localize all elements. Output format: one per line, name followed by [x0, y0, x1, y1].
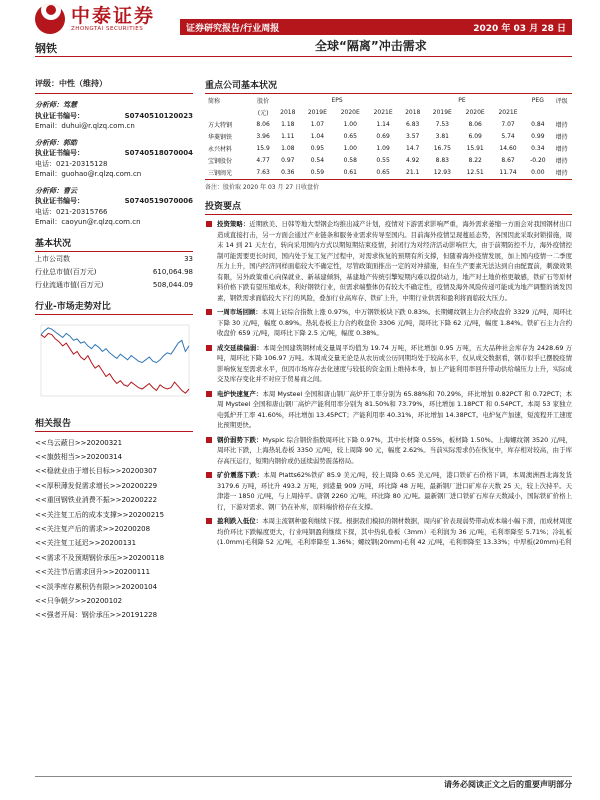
company-price: 3.96 — [256, 132, 270, 140]
year-header: 2018 — [405, 108, 421, 116]
pe-value: 4.92 — [406, 156, 420, 164]
point-heading: 矿价震荡下跌： — [217, 471, 264, 479]
analyst-contact: Email：guohao@r.qlzq.com.cn — [35, 170, 142, 178]
eps-value: 0.55 — [376, 156, 390, 164]
pe-value: 5.74 — [501, 132, 515, 140]
bullet-square-icon — [206, 391, 212, 397]
year-header: 2021E — [498, 108, 518, 116]
bullet-square-icon — [206, 345, 212, 351]
pe-value: 3.81 — [435, 132, 449, 140]
report-title: 全球“隔离”冲击需求 — [315, 39, 427, 53]
company-rating: 增持 — [555, 157, 568, 165]
basic-info-value: 508,044.09 — [152, 280, 193, 289]
table-row — [205, 154, 572, 166]
logo-english: ZHONGTAI SECURITIES — [71, 26, 144, 32]
basic-info-row — [35, 280, 193, 291]
trend-chart — [35, 319, 193, 404]
pe-value: 3.57 — [406, 132, 420, 140]
bullet-square-icon — [206, 518, 212, 524]
related-report-item: <<淡季库存累积仍有限>>20200104 — [35, 582, 158, 591]
related-report-item: <<厚积薄发促需求增长>>20200229 — [35, 481, 158, 490]
eps-value: 0.69 — [376, 132, 390, 140]
related-reports-list — [35, 436, 193, 623]
bullet-square-icon — [206, 221, 212, 227]
col-rating: 评级 — [555, 97, 568, 105]
point-heading: 一周市场回顾： — [217, 308, 262, 316]
company-price: 4.77 — [256, 156, 270, 164]
bullet-square-icon — [206, 472, 212, 478]
eps-value: 0.65 — [376, 168, 390, 176]
company-name: 宝钢股份 — [208, 157, 233, 165]
analyst-name: 分析师：郭皓 — [35, 138, 77, 147]
company-name: 方大特钢 — [208, 121, 233, 129]
related-report-item: <<关注复产后的需求>>20200208 — [35, 524, 151, 533]
related-report-item: <<关注复工后的成本支撑>>20200215 — [35, 510, 165, 519]
bullet-square-icon — [206, 437, 212, 443]
report-category: 证券研究报告/行业周报 — [186, 24, 280, 34]
company-rating: 增持 — [555, 145, 568, 153]
company-name: 三钢闽光 — [208, 169, 233, 177]
related-report-item: <<关注复工延迟>>20200131 — [35, 539, 137, 548]
eps-value: 1.07 — [310, 120, 325, 128]
pe-value: 7.53 — [435, 120, 449, 128]
chart-frame — [41, 325, 189, 396]
eps-value: 0.59 — [310, 168, 325, 176]
table-row — [205, 130, 572, 142]
table-row — [205, 166, 572, 178]
license-number: S0740519070006 — [124, 197, 193, 205]
eps-value: 1.00 — [343, 120, 357, 128]
eps-value: 0.97 — [281, 156, 295, 164]
col-name: 简称 — [208, 97, 221, 105]
basic-info-row — [35, 267, 193, 278]
pe-value: 11.74 — [499, 168, 517, 176]
point-heading: 成交延续偏弱： — [217, 343, 264, 352]
year-header: 2019E — [307, 108, 327, 116]
eps-value: 0.36 — [281, 168, 295, 176]
eps-value: 1.14 — [376, 120, 390, 128]
license-label: 执业证书编号： — [35, 197, 84, 205]
table-row — [205, 118, 572, 130]
pe-value: 14.60 — [499, 144, 517, 152]
analyst-contact: 电话：021-20315766 — [35, 207, 108, 216]
points-title: 投资要点 — [205, 191, 572, 215]
point-heading: 投资策略： — [217, 220, 250, 228]
company-rating: 增持 — [555, 121, 568, 129]
main-content — [205, 64, 572, 548]
investment-point — [205, 470, 572, 512]
eps-value: 0.65 — [343, 132, 357, 140]
point-heading: 盈利跌入低位： — [217, 517, 263, 525]
company-logo — [35, 4, 155, 34]
pe-value: 12.51 — [466, 168, 484, 176]
pe-value: 16.75 — [433, 144, 451, 152]
analyst-contact: Email：duhui@r.qlzq.com.cn — [35, 122, 135, 130]
basic-info-table — [35, 254, 193, 291]
eps-value: 1.04 — [310, 132, 325, 140]
pe-value: 7.07 — [501, 120, 515, 128]
eps-value: 1.08 — [281, 144, 295, 152]
year-header: 2020E — [340, 108, 360, 116]
header-bar — [180, 19, 572, 35]
related-report-item: <<需求不及预期钢价承压>>20200118 — [35, 553, 165, 562]
pe-value: 15.91 — [466, 144, 484, 152]
related-report-item: <<稳就业由于增长目标>>20200307 — [35, 467, 158, 476]
trend-title: 行业-市场走势对比 — [35, 299, 193, 315]
pe-value: 8.22 — [468, 156, 482, 164]
pe-value: 6.09 — [468, 132, 482, 140]
col-pe: PE — [458, 96, 466, 104]
pe-value: 21.1 — [406, 168, 420, 176]
report-date: 2020 年 03 月 28 日 — [473, 24, 566, 34]
year-header: 2018 — [280, 108, 296, 116]
pe-value: 6.83 — [406, 120, 420, 128]
sector-name: 钢铁 — [35, 42, 57, 55]
point-text: 本周上证综合指数上涨 0.97%，中万钢铁板块下跌 0.83%。长期螺纹钢主力合约收盘价 3329 元/吨，周环比下降 30 元/吨，幅度 0.89%。热轧卷板主力合约收盘价 3306 元/吨，周环比下降 62 元/吨，幅度 1.84%。铁矿石主力合约收盘价 659 元/吨，周环比下降 2.5 元/吨，幅度 0.38%。 — [217, 308, 572, 337]
price-unit: (元) — [257, 109, 269, 117]
eps-value: 0.58 — [343, 156, 357, 164]
basic-info-row — [35, 254, 193, 265]
bullet-square-icon — [206, 309, 212, 315]
investment-point — [205, 435, 572, 467]
footer-disclaimer: 请务必阅读正文之后的重要声明部分 — [444, 780, 572, 789]
pe-value: 12.93 — [433, 168, 451, 176]
related-report-item: <<关注节后需求回升>>20200111 — [35, 568, 151, 577]
year-header: 2020E — [465, 108, 485, 116]
basic-info-value: 610,064.98 — [152, 267, 193, 276]
header-divider — [35, 56, 572, 57]
col-peg: PEG — [531, 96, 544, 104]
investment-point — [205, 219, 572, 303]
investment-point — [205, 389, 572, 431]
logo-name: 中泰证券 — [71, 5, 156, 27]
point-text: 本周 Mysteel 全国和唐山钢厂高炉开工率分别为 65.88%和 70.29%，环比增加 0.82PCT 和 0.72PCT；本周 Mysteel 全国和唐山钢厂高炉产能利用率分别为 81.50%和 73.79%，环比增加 1.18PCT 和 0.54PCT。本周 53 家独立电弧炉开工率 41.60%，环比增加 13.45PCT；产能利用率 40.31%，环比增加 14.38PCT。电炉复产加速，短流程开工速度比预期更快。 — [217, 389, 573, 429]
report-header — [0, 0, 600, 56]
companies-body — [205, 118, 572, 178]
year-header: 2019E — [432, 108, 452, 116]
basic-info-label: 上市公司数 — [35, 254, 70, 263]
pe-value: 8.06 — [468, 120, 482, 128]
company-name: 永兴材料 — [208, 145, 233, 153]
basic-info-value: 33 — [184, 254, 193, 263]
companies-table — [205, 94, 572, 178]
company-price: 7.63 — [256, 168, 270, 176]
point-text: 近期欧美、日韩等地大型钢企均推出减产计划，疫情对下游需求影响严重，海外需求萎缩一方面会对我国钢材出口造成直接打击，另一方面会通过产业链条和服务业需求传导至国内。目前海外疫情呈现蔓延态势，各国因此采取封锁措施，周末 14 到 21 天左右，转向采用国内方式以期短期结束疫情，封闭行为对经济活动影响巨大，由于前期防控不力，海外疫情控制可能需要更长时间，国内处于复工复产过程中，对需求恢复的预期有所支撑，但随着海外疫情发展，加上国内疫情一二季度压力上升，国内经济同样面临较大不确定性，尽管政策面推出一定的对冲措施，但在生产要素无法达到自由配置前，刺激效果有限，另外政策重心向保就业、新基建倾斜，基建地产传统引擎短期内难以提供动力，地产对土地价格更敏感，铁矿石等原材料价格下跌有望压缩成本，利好钢铁行业，但需求端整体仍有较大不确定性，疫情及海外风险传递可能成为地产调整的诱发因素，钢铁需求面临较大下行的风险，叠加行业高库存、铁矿上升，中期行业供需和盈利将面临较大压力。 — [217, 220, 573, 302]
logo-icon — [35, 4, 65, 34]
pe-value: 8.83 — [435, 156, 449, 164]
related-report-item: <<乌云蔽日>>20200321 — [35, 438, 123, 447]
related-report-item: <<重回钢铁业消费不振>>20200222 — [35, 496, 158, 505]
eps-value: 0.95 — [310, 144, 325, 152]
point-heading: 电炉快速复产： — [217, 389, 263, 398]
basic-info-label: 行业流通市值(百万元) — [35, 280, 104, 289]
peg-value: 0.84 — [531, 120, 545, 128]
investment-point — [205, 307, 572, 339]
company-price: 15.9 — [256, 144, 270, 152]
point-text: 本周主流钢种盈利继续下探。根据我们模拟的钢材数据，周内矿价表现弱势带动成本端小幅下滑，而成材周度均价环比下跌幅度更大，行业吨钢盈利继续下探，其中热轧卷板（3mm）毛利润为 36 元/吨，毛利率降至 5.71%；冷轧板(1.0mm)毛利降 52 元/吨，毛利率降至 1.36%；螺纹钢(20mm)毛利 42 元/吨，毛利率降至 13.33%；中厚板(20mm)毛利 — [217, 517, 573, 546]
investment-point — [205, 343, 572, 385]
left-sidebar — [35, 64, 193, 623]
investment-points — [205, 219, 572, 548]
analyst-license — [35, 111, 193, 122]
analyst-license — [35, 196, 193, 207]
company-name: 华菱钢铁 — [208, 133, 233, 141]
table-note: 备注：股价取 2020 年 03 月 27 日收盘价 — [205, 179, 572, 191]
related-report-item: <<强者开局：钢价承压>>20191228 — [35, 611, 158, 620]
peg-value: -0.20 — [530, 156, 546, 164]
point-text: 本周 Platts62%铁矿 85.9 美元/吨，较上周降 0.65 美元/吨，港口铁矿石价格下调，本周澳洲西北海发货 3179.6 万吨，环比升 493.2 万吨，到港量 909 万吨，环比降 48 万吨，最新钢厂进口矿库存天数 25 天，较上次持平。天津港一 1850 元/吨，与上周持平。唐钢 2260 元/吨，环比降 80 元/吨。最新钢厂进口铁矿石库存天数减小，国际铁矿价格上行，下游对需求、钢厂仍在补库，原料端价格存在支撑。 — [217, 471, 572, 511]
point-text: 本周全国建筑钢材成交量周平均值为 19.74 万吨，环比增加 0.95 万吨，五大品种社会库存为 2428.69 万吨，周环比下降 106.97 万吨。本周成交量无论是从农历或公历同期均处于较高水平，仅从成交数据看，钢市似乎已摆脱疫情影响恢复至需求水平，但因市场库存去化速度与较低的资金面上维持本身，加上产能利用率回升带动供给端压力上升，实际成交及库存变化并不对应于贸易商之间。 — [217, 343, 573, 383]
year-header: 2021E — [373, 108, 393, 116]
col-eps: EPS — [331, 96, 343, 104]
industry-rating: 评级：中性（维持） — [35, 64, 193, 94]
eps-value: 0.54 — [310, 156, 325, 164]
eps-value: 0.61 — [343, 168, 357, 176]
analyst-list — [35, 100, 193, 228]
license-label: 执业证书编号： — [35, 149, 84, 157]
col-price: 股价 — [257, 97, 270, 105]
peg-value: 0.00 — [531, 168, 545, 176]
related-reports-title: 相关报告 — [35, 416, 193, 432]
basic-info-title: 基本状况 — [35, 236, 193, 252]
pe-value: 8.67 — [501, 156, 515, 164]
analyst-name: 分析师：曹云 — [35, 186, 77, 195]
analyst-license — [35, 148, 193, 159]
point-heading: 钢价弱势下跌： — [217, 435, 263, 444]
eps-value: 1.00 — [343, 144, 357, 152]
analyst-name: 分析师：笃慧 — [35, 101, 77, 109]
eps-value: 1.09 — [376, 144, 390, 152]
peg-value: 0.99 — [531, 132, 545, 140]
companies-title: 重点公司基本状况 — [205, 64, 572, 94]
basic-info-label: 行业总市值(百万元) — [35, 267, 97, 276]
pe-value: 14.7 — [406, 144, 420, 152]
analyst-contact: 电话：021-20315128 — [35, 159, 108, 168]
point-text: Myspic 综合钢价指数周环比下降 0.97%，其中长材降 0.55%，板材降 1.50%。上海螺纹钢 3520 元/吨，周环比下跌，上海热轧卷板 3350 元/吨，较上周降 90 元，幅度 2.62%。当前实际需求仍在恢复中，库存相对较高，由于库存高压运行，短期内钢价或仍延续弱势震荡格局。 — [217, 435, 573, 465]
company-rating: 增持 — [555, 169, 568, 177]
analyst-contact: Email：caoyun@r.qlzq.com.cn — [35, 218, 141, 226]
related-report-item: <<旗鼓相当>>20200314 — [35, 452, 123, 461]
license-label: 执业证书编号： — [35, 111, 84, 120]
license-number: S0740518070004 — [124, 149, 193, 157]
company-rating: 增持 — [555, 133, 568, 141]
eps-value: 1.18 — [281, 120, 295, 128]
peg-value: 0.34 — [531, 144, 545, 152]
license-number: S0740510120023 — [124, 111, 193, 120]
related-report-item: <<只争朝夕>>20200102 — [35, 596, 123, 605]
table-row — [205, 142, 572, 154]
footer-divider — [35, 776, 572, 777]
eps-value: 1.11 — [281, 132, 295, 140]
investment-point — [205, 516, 572, 548]
company-price: 8.06 — [256, 120, 270, 128]
series-line-1 — [41, 333, 189, 393]
year-header-row — [205, 106, 572, 118]
